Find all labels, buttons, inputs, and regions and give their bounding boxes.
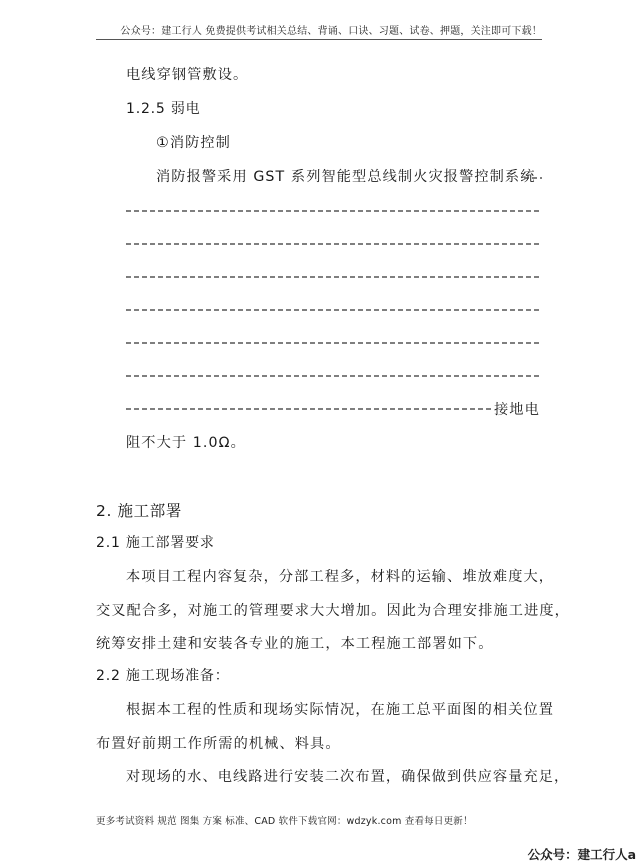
dash-fill-line (126, 340, 540, 346)
section-heading-2-2: 2.2 施工现场准备： (96, 668, 230, 684)
page-footer: 更多考试资料 规范 图集 方案 标准、CAD 软件下载官网：wdzyk.com 查看每日更新！ (96, 816, 473, 827)
dash-fill-line (126, 406, 492, 412)
conduit-line: 电线穿钢管敷设。 (126, 67, 249, 83)
paragraph-line: 本项目工程内容复杂，分部工程多，材料的运输、堆放难度大， (126, 569, 555, 585)
section-heading-2-1: 2.1 施工部署要求 (96, 535, 215, 551)
dash-fill-line (126, 274, 540, 280)
paragraph-line: 根据本工程的性质和现场实际情况，在施工总平面图的相关位置 (126, 702, 555, 718)
paragraph-line: 交叉配合多，对施工的管理要求大大增加。因此为合理安排施工进度， (96, 603, 570, 619)
paragraph-line: 布置好前期工作所需的机械、料具。 (96, 736, 341, 752)
dash-fill-line (126, 373, 540, 379)
page-header: 公众号：建工行人 免费提供考试相关总结、背诵、口诀、习题、试卷、押题，关注即可下载！ (120, 26, 542, 37)
dash-fill-line (126, 241, 540, 247)
fire-alarm-text: 消防报警采用 GST 系列智能型总线制火灾报警控制系统 (156, 169, 536, 185)
paragraph-line: 统筹安排土建和安装各专业的施工，本工程施工部署如下。 (96, 636, 494, 652)
dash-fill-line (126, 208, 540, 214)
section-heading-1-2-5: 1.2.5 弱电 (126, 101, 201, 117)
header-divider (96, 39, 542, 40)
watermark-label: 公众号：建工行人a (527, 847, 636, 862)
dash-fill-line (524, 175, 542, 181)
item-fire-control: ①消防控制 (156, 135, 231, 151)
grounding-text: 接地电 (494, 402, 540, 418)
dash-fill-line (126, 307, 540, 313)
section-heading-2: 2. 施工部署 (96, 502, 182, 520)
paragraph-line: 对现场的水、电线路进行安装二次布置，确保做到供应容量充足， (126, 769, 570, 785)
resistance-text: 阻不大于 1.0Ω。 (126, 435, 246, 451)
